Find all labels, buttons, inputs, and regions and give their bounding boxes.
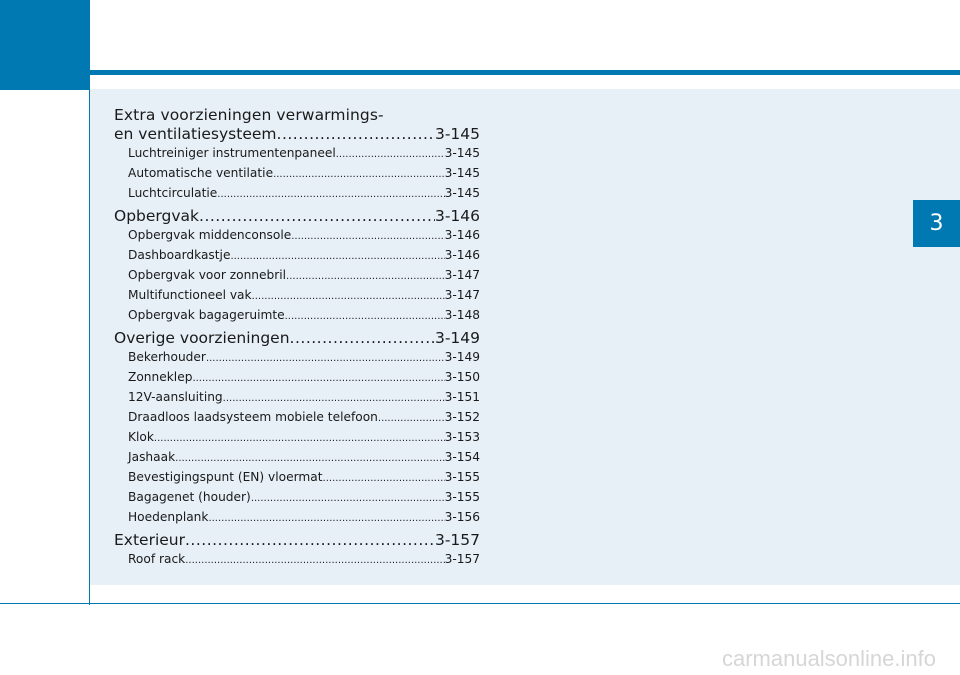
- toc-section-title[interactable]: [114, 125, 480, 144]
- toc-entry-label: 12V-aansluiting: [128, 390, 223, 404]
- toc-page-number: 3-147: [444, 288, 480, 302]
- toc-entry-label: Klok: [128, 430, 154, 444]
- dot-leader: [277, 125, 435, 144]
- dot-leader: [217, 184, 444, 204]
- toc-page-number: 3-150: [444, 370, 480, 384]
- toc-page-number: 3-155: [444, 470, 480, 484]
- dot-leader: [208, 508, 444, 528]
- toc-entry[interactable]: [114, 144, 480, 164]
- chapter-tab[interactable]: 3: [913, 200, 960, 247]
- toc-entry[interactable]: [114, 286, 480, 306]
- dot-leader: [192, 368, 444, 388]
- toc-entry-label: Opbergvak voor zonnebril: [128, 268, 287, 282]
- toc-page-number: 3-154: [444, 450, 480, 464]
- toc-entry-label: Hoedenplank: [128, 510, 209, 524]
- dot-leader: [223, 388, 445, 408]
- toc-page-number: 3-157: [444, 552, 480, 566]
- toc-page-number: 3-147: [444, 268, 480, 282]
- toc-page-number: 3-152: [444, 410, 480, 424]
- bottom-rule: [0, 603, 960, 604]
- toc-section: [114, 531, 480, 570]
- dot-leader: [185, 550, 444, 570]
- toc-page-number: 3-146: [434, 207, 480, 225]
- dot-leader: [251, 488, 445, 508]
- toc-entry[interactable]: [114, 488, 480, 508]
- toc-entry-label: Zonneklep: [128, 370, 193, 384]
- toc-page-number: 3-146: [444, 228, 480, 242]
- toc-entry-label: Jashaak: [128, 450, 176, 464]
- toc-page-number: 3-145: [434, 125, 480, 143]
- dot-leader: [252, 286, 445, 306]
- toc-entry-label: Automatische ventilatie: [128, 166, 274, 180]
- toc-section-heading-line: Extra voorzieningen verwarmings-: [114, 106, 384, 124]
- toc-page-number: 3-156: [444, 510, 480, 524]
- toc-section-title[interactable]: [114, 531, 480, 550]
- dot-leader: [185, 531, 435, 550]
- toc-entry[interactable]: [114, 226, 480, 246]
- toc-entry-label: Opbergvak bagageruimte: [128, 308, 285, 322]
- toc-section-label: en ventilatiesysteem: [114, 125, 277, 143]
- toc-entry[interactable]: [114, 348, 480, 368]
- dot-leader: [230, 246, 444, 266]
- dot-leader: [378, 408, 445, 428]
- toc-page-number: 3-155: [444, 490, 480, 504]
- dot-leader: [199, 207, 435, 226]
- toc-page-number: 3-145: [444, 186, 480, 200]
- toc-section: [114, 329, 480, 528]
- toc-entry[interactable]: [114, 246, 480, 266]
- toc-entry-label: Luchtcirculatie: [128, 186, 218, 200]
- toc-entry[interactable]: [114, 266, 480, 286]
- toc-page-number: 3-151: [444, 390, 480, 404]
- toc-entry-label: Bevestigingspunt (EN) vloermat: [128, 470, 323, 484]
- toc-page-number: 3-145: [444, 146, 480, 160]
- toc-page-number: 3-145: [444, 166, 480, 180]
- toc-entry[interactable]: [114, 408, 480, 428]
- toc-entry-label: Roof rack: [128, 552, 186, 566]
- top-rule: [90, 70, 960, 75]
- toc-entry[interactable]: [114, 508, 480, 528]
- dot-leader: [323, 468, 445, 488]
- dot-leader: [285, 306, 445, 326]
- toc-page-number: 3-148: [444, 308, 480, 322]
- toc-entry[interactable]: [114, 306, 480, 326]
- dot-leader: [286, 266, 445, 286]
- toc-section: [114, 106, 480, 204]
- table-of-contents: [114, 106, 480, 570]
- toc-entry-label: Bekerhouder: [128, 350, 206, 364]
- dot-leader: [206, 348, 445, 368]
- toc-section-title[interactable]: [114, 329, 480, 348]
- toc-entry-label: Multifunctioneel vak: [128, 288, 252, 302]
- toc-page-number: 3-146: [444, 248, 480, 262]
- dot-leader: [175, 448, 444, 468]
- toc-page-number: 3-153: [444, 430, 480, 444]
- toc-entry-label: Opbergvak middenconsole: [128, 228, 292, 242]
- toc-section-label: Overige voorzieningen: [114, 329, 290, 347]
- toc-page-number: 3-149: [444, 350, 480, 364]
- toc-entry-label: Dashboardkastje: [128, 248, 231, 262]
- corner-block: [0, 0, 90, 90]
- toc-entry[interactable]: [114, 368, 480, 388]
- dot-leader: [290, 329, 435, 348]
- toc-section-label: Opbergvak: [114, 207, 200, 225]
- dot-leader: [336, 144, 445, 164]
- toc-entry[interactable]: [114, 388, 480, 408]
- toc-entry[interactable]: [114, 164, 480, 184]
- toc-entry[interactable]: [114, 428, 480, 448]
- toc-section-title[interactable]: [114, 207, 480, 226]
- dot-leader: [291, 226, 444, 246]
- toc-page-number: 3-157: [434, 531, 480, 549]
- dot-leader: [273, 164, 445, 184]
- toc-section: [114, 207, 480, 326]
- toc-entry[interactable]: [114, 448, 480, 468]
- toc-page-number: 3-149: [434, 329, 480, 347]
- toc-entry-label: Bagagenet (houder): [128, 490, 251, 504]
- toc-entry[interactable]: [114, 184, 480, 204]
- toc-entry-label: Luchtreiniger instrumentenpaneel: [128, 146, 336, 160]
- watermark: carmanualsonline.info: [721, 646, 936, 671]
- toc-entry-label: Draadloos laadsysteem mobiele telefoon: [128, 410, 378, 424]
- toc-section-label: Exterieur: [114, 531, 185, 549]
- dot-leader: [154, 428, 445, 448]
- toc-entry[interactable]: [114, 550, 480, 570]
- toc-entry[interactable]: [114, 468, 480, 488]
